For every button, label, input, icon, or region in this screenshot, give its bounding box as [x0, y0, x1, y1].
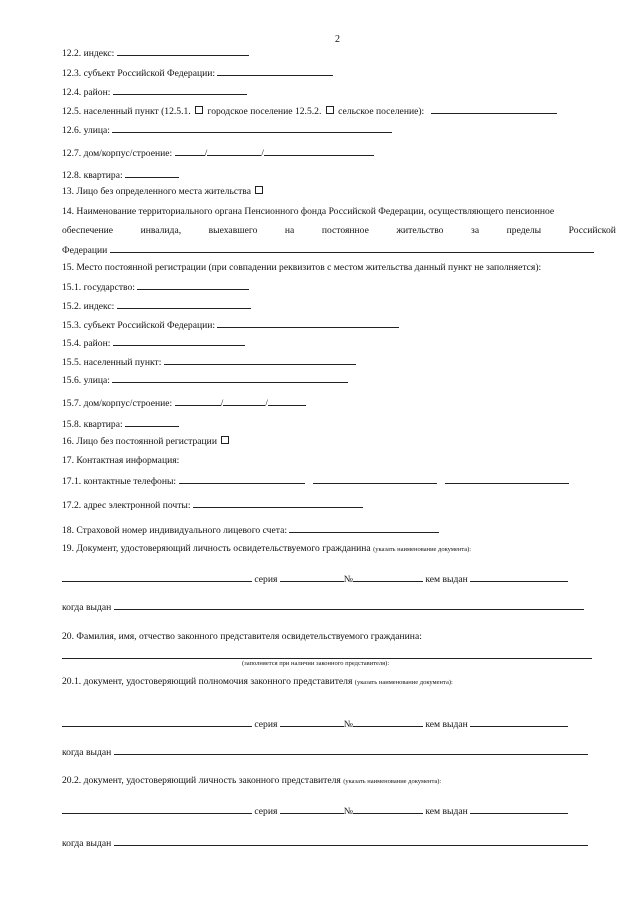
rep-id-document-hint: (указать наименование документа):	[343, 778, 442, 785]
authority-issued-by-input[interactable]	[470, 717, 568, 727]
number-label: №	[343, 806, 353, 817]
rep-id-document-label: 20.2. документ, удостоверяющий личность законного представителя	[62, 775, 341, 786]
no-registration-row	[62, 436, 231, 448]
reg-structure-input[interactable]	[268, 396, 306, 406]
id-series-input[interactable]	[280, 572, 344, 582]
issued-when-label: когда выдан	[62, 838, 112, 849]
street-label: 12.6. улица:	[62, 125, 110, 136]
apartment-input[interactable]	[125, 168, 179, 178]
district-input[interactable]	[113, 85, 247, 95]
rep-id-number-input[interactable]	[353, 804, 423, 814]
reg-street-field-row	[62, 373, 348, 387]
reg-street-label: 15.6. улица:	[62, 375, 110, 386]
pension-fund-line1: 14. Наименование территориального органа Пенсионного фонда Российской Федерации, осуществляющего пенсионное	[62, 206, 555, 217]
settlement-label: 12.5. населенный пункт (12.5.1.	[62, 106, 191, 117]
structure-input[interactable]	[264, 146, 374, 156]
pension-fund-line2	[62, 225, 616, 236]
rep-id-document-row	[62, 804, 568, 818]
justified-word: пределы	[506, 225, 542, 236]
rural-settlement-checkbox[interactable]	[326, 106, 334, 114]
page-number: 2	[335, 34, 340, 45]
justified-word: выехавшего	[208, 225, 258, 236]
building-input[interactable]	[207, 146, 261, 156]
no-residence-checkbox[interactable]	[255, 186, 263, 194]
rep-id-issued-when-row	[62, 836, 588, 850]
reg-region-input[interactable]	[217, 318, 399, 328]
phone-input-2[interactable]	[313, 474, 437, 484]
id-document-heading	[62, 543, 471, 556]
region-label: 12.3. субъект Российской Федерации:	[62, 68, 216, 79]
rep-id-series-input[interactable]	[280, 804, 344, 814]
apartment-label: 12.8. квартира:	[62, 170, 123, 181]
id-number-input[interactable]	[353, 572, 423, 582]
reg-apartment-field-row	[62, 417, 179, 431]
number-label: №	[343, 719, 353, 730]
reg-street-input[interactable]	[112, 373, 348, 383]
phone-input-3[interactable]	[445, 474, 569, 484]
representative-heading: 20. Фамилия, имя, отчество законного представителя освидетельствуемого гражданина:	[62, 631, 422, 642]
country-input[interactable]	[137, 280, 249, 290]
reg-settlement-input[interactable]	[164, 355, 356, 365]
index-field-row	[62, 46, 249, 60]
reg-apartment-input[interactable]	[125, 417, 179, 427]
reg-house-input[interactable]	[175, 396, 221, 406]
id-issued-when-input[interactable]	[114, 600, 584, 610]
phones-field-row	[62, 474, 569, 488]
email-input[interactable]	[193, 498, 363, 508]
id-document-label: 19. Документ, удостоверяющий личность освидетельствуемого гражданина	[62, 543, 371, 554]
house-field-row: 12.7. дом/корпус/строение: / /	[62, 146, 374, 160]
reg-district-input[interactable]	[113, 336, 245, 346]
region-field-row	[62, 66, 333, 80]
district-field-row	[62, 85, 247, 99]
reg-settlement-label: 15.5. населенный пункт:	[62, 357, 162, 368]
rep-id-issued-by-input[interactable]	[470, 804, 568, 814]
id-document-row	[62, 572, 568, 586]
issued-by-label: кем выдан	[425, 574, 468, 585]
phones-label: 17.1. контактные телефоны:	[62, 476, 177, 487]
phone-input-1[interactable]	[179, 474, 305, 484]
reg-region-field-row	[62, 318, 399, 332]
urban-settlement-label: городское поселение 12.5.2.	[207, 106, 322, 117]
pension-fund-label: Федерации	[62, 245, 108, 256]
index-label: 12.2. индекс:	[62, 48, 115, 59]
id-document-hint: (указать наименование документа):	[373, 546, 472, 553]
authority-document-label: 20.1. документ, удостоверяющий полномочия законного представителя	[62, 676, 353, 687]
email-field-row	[62, 498, 363, 512]
justified-word: жительство	[396, 225, 444, 236]
authority-series-input[interactable]	[280, 717, 344, 727]
reg-apartment-label: 15.8. квартира:	[62, 419, 123, 430]
pension-fund-line3	[62, 243, 594, 257]
justified-word: обеспечение	[62, 225, 114, 236]
index-input[interactable]	[117, 46, 249, 56]
justified-word: на	[284, 225, 295, 236]
region-input[interactable]	[217, 66, 333, 76]
authority-document-hint: (указать наименование документа):	[354, 679, 453, 686]
authority-document-heading	[62, 676, 453, 689]
reg-building-input[interactable]	[223, 396, 265, 406]
street-field-row	[62, 123, 392, 137]
pension-fund-input[interactable]	[110, 243, 594, 253]
no-registration-label: 16. Лицо без постоянной регистрации	[62, 436, 217, 447]
no-residence-row	[62, 186, 265, 198]
rep-id-document-name-input[interactable]	[62, 804, 252, 814]
snils-label: 18. Страховой номер индивидуального лицевого счета:	[62, 525, 287, 536]
issued-when-label: когда выдан	[62, 747, 112, 758]
reg-district-field-row	[62, 336, 245, 350]
snils-input[interactable]	[289, 523, 439, 533]
district-label: 12.4. район:	[62, 87, 111, 98]
settlement-input[interactable]	[431, 104, 557, 114]
no-residence-label: 13. Лицо без определенного места жительства	[62, 186, 251, 197]
id-document-name-input[interactable]	[62, 572, 252, 582]
email-label: 17.2. адрес электронной почты:	[62, 500, 191, 511]
no-registration-checkbox[interactable]	[221, 436, 229, 444]
justified-word: постоянное	[321, 225, 369, 236]
rep-id-issued-when-input[interactable]	[114, 836, 588, 846]
authority-document-row	[62, 717, 568, 731]
registration-heading: 15. Место постоянной регистрации (при совпадении реквизитов с местом жительства данный пункт не заполняется):	[62, 262, 542, 273]
authority-issued-when-row	[62, 745, 588, 759]
country-label: 15.1. государство:	[62, 282, 135, 293]
rural-settlement-label: сельское поселение):	[338, 106, 425, 117]
justified-word: инвалида,	[140, 225, 182, 236]
representative-name-input[interactable]	[62, 658, 592, 659]
id-issued-when-row	[62, 600, 584, 614]
number-label: №	[343, 574, 353, 585]
reg-region-label: 15.3. субъект Российской Федерации:	[62, 320, 216, 331]
house-label: 12.7. дом/корпус/строение:	[62, 148, 173, 159]
reg-house-label: 15.7. дом/корпус/строение:	[62, 398, 173, 409]
reg-settlement-field-row	[62, 355, 356, 369]
authority-number-input[interactable]	[353, 717, 423, 727]
rep-id-document-heading	[62, 775, 441, 788]
series-label: серия	[254, 719, 278, 730]
authority-document-name-input[interactable]	[62, 717, 252, 727]
issued-by-label: кем выдан	[425, 806, 468, 817]
id-issued-by-input[interactable]	[470, 572, 568, 582]
reg-index-label: 15.2. индекс:	[62, 301, 115, 312]
apartment-field-row	[62, 168, 179, 182]
issued-when-label: когда выдан	[62, 602, 112, 613]
authority-issued-when-input[interactable]	[114, 745, 588, 755]
issued-by-label: кем выдан	[425, 719, 468, 730]
series-label: серия	[254, 574, 278, 585]
reg-district-label: 15.4. район:	[62, 338, 111, 349]
justified-word: Российской	[568, 225, 616, 236]
house-input[interactable]	[175, 146, 205, 156]
urban-settlement-checkbox[interactable]	[195, 106, 203, 114]
justified-word: за	[471, 225, 480, 236]
reg-house-field-row: 15.7. дом/корпус/строение: / /	[62, 396, 306, 410]
reg-index-input[interactable]	[117, 299, 251, 309]
settlement-field-row	[62, 104, 557, 118]
series-label: серия	[254, 806, 278, 817]
country-field-row	[62, 280, 249, 294]
street-input[interactable]	[112, 123, 392, 133]
representative-note: (заполняется при наличии законного представителя):	[242, 660, 390, 667]
reg-index-field-row	[62, 299, 251, 313]
contact-heading: 17. Контактная информация:	[62, 455, 180, 466]
snils-field-row	[62, 523, 439, 537]
